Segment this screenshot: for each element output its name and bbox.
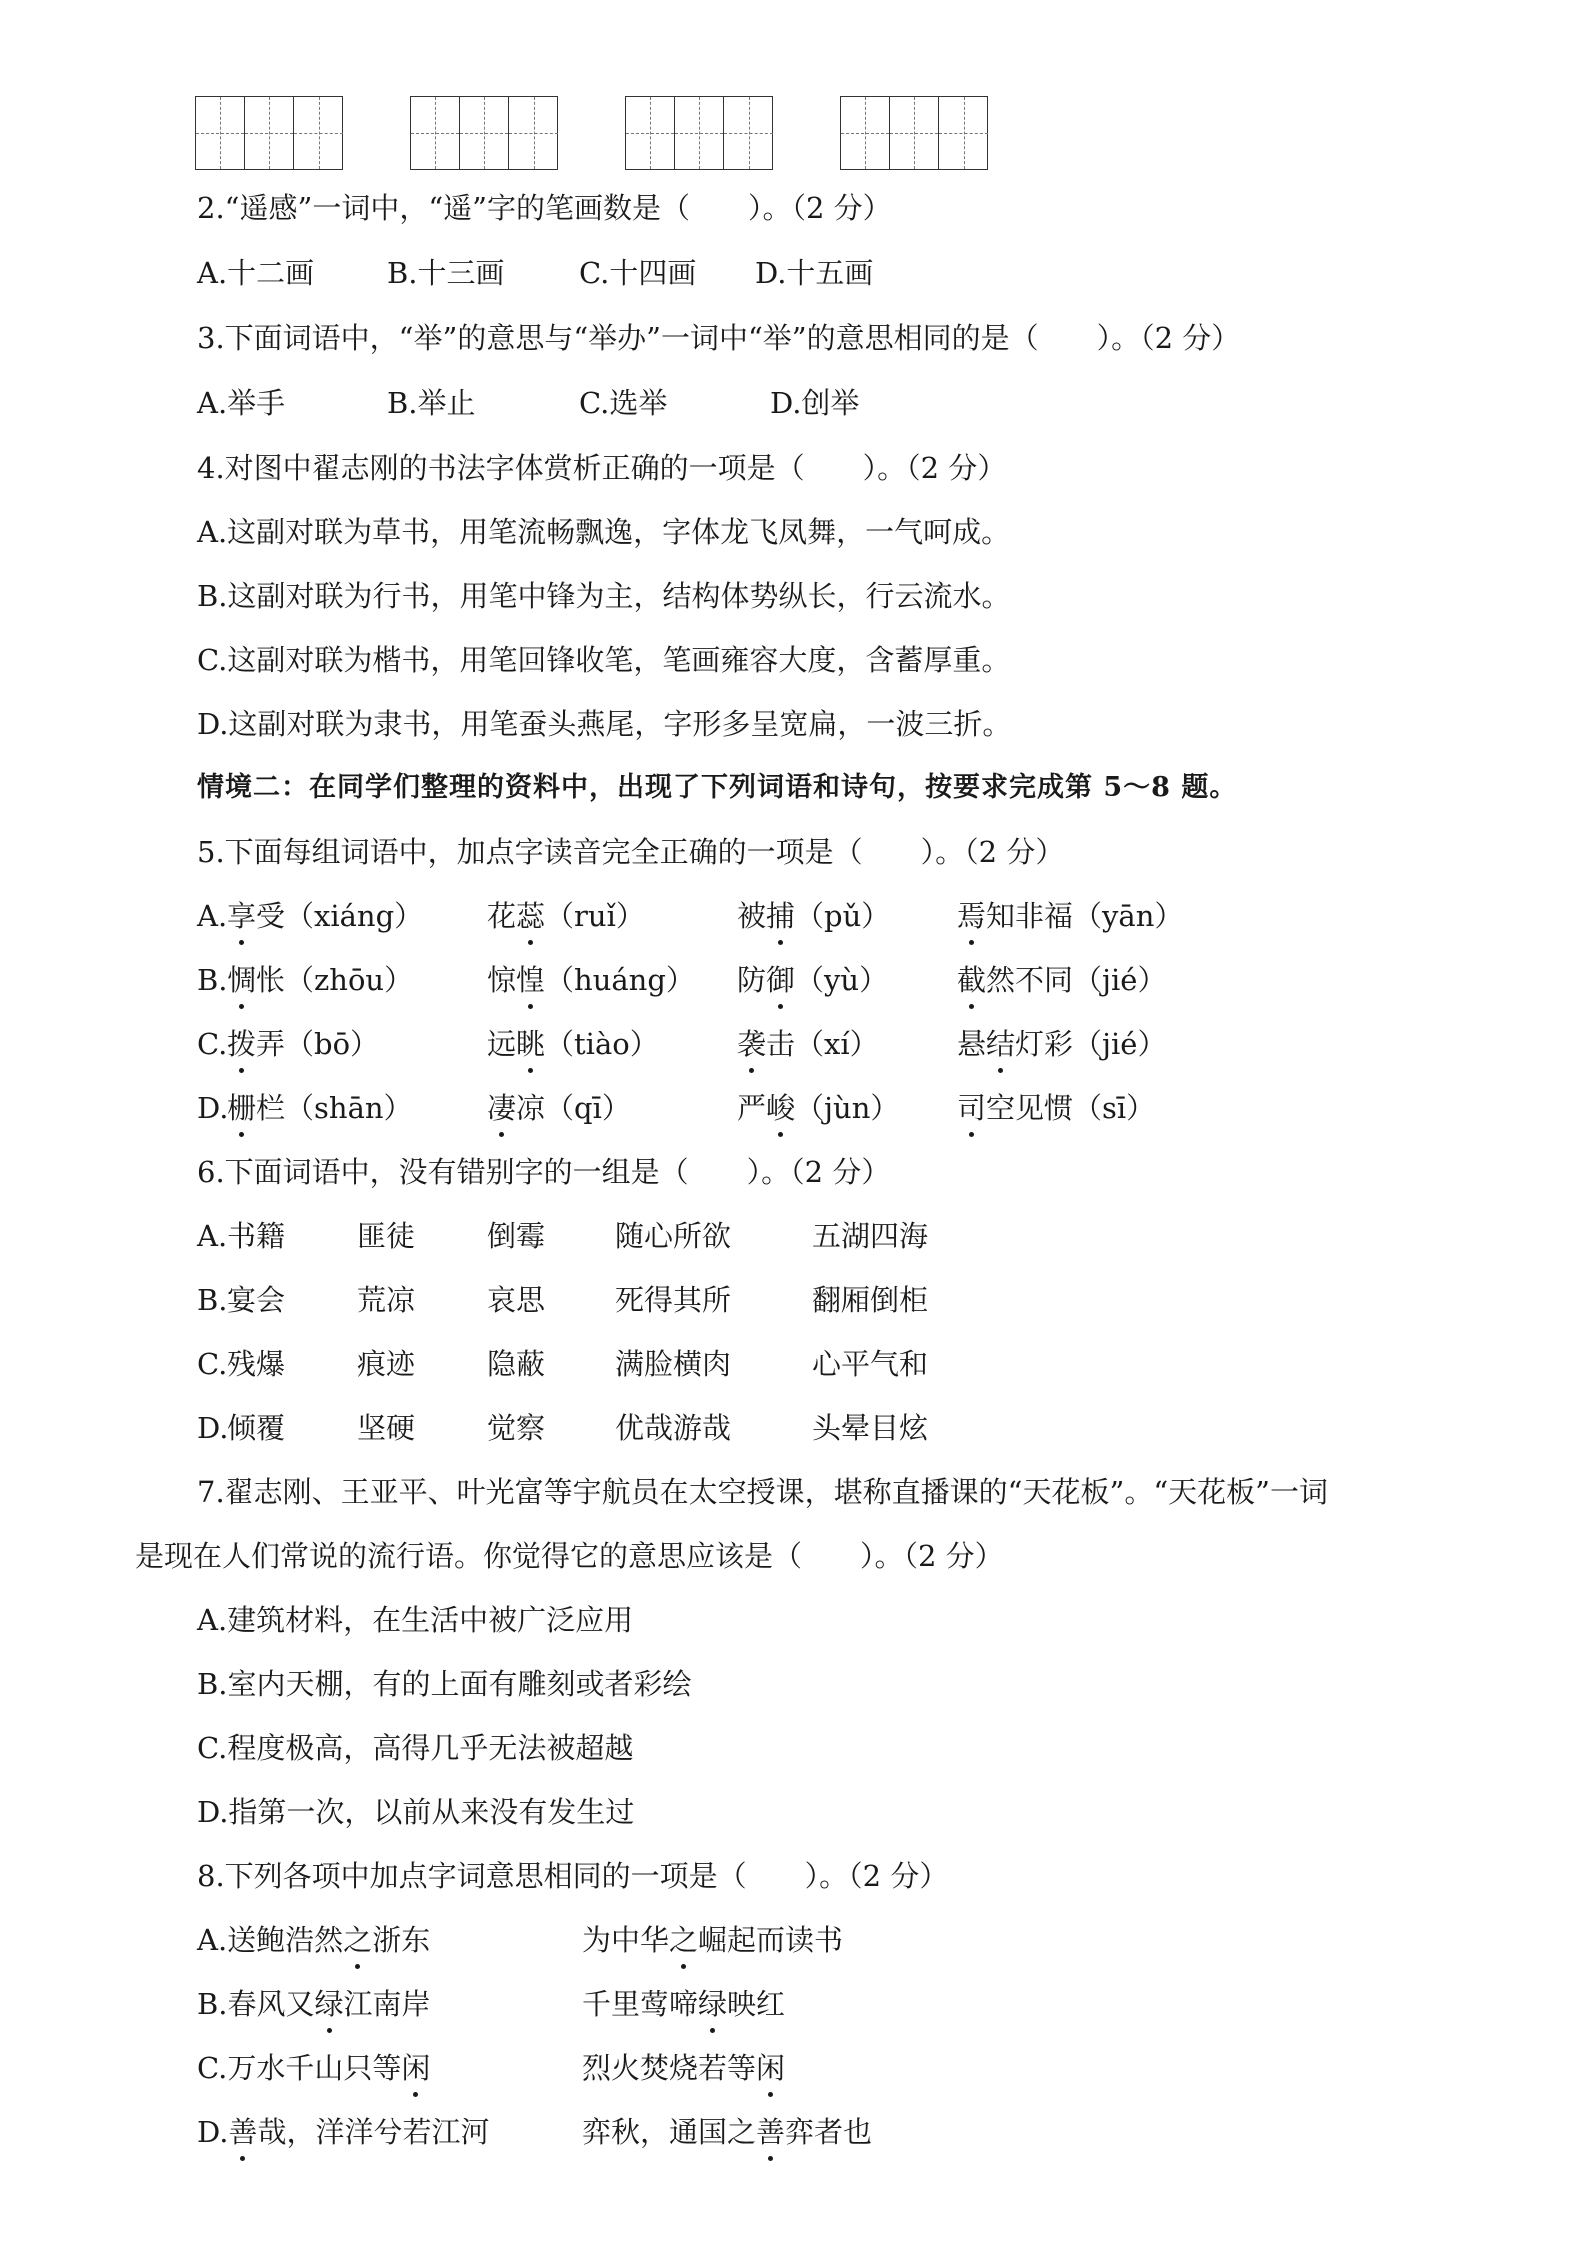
text-segment: 击（xí） <box>766 1027 879 1061</box>
emphasis-dot-char: 闲 <box>401 2048 430 2088</box>
option-c[interactable]: C.程度极高，高得几乎无法被超越 <box>197 1731 634 1765</box>
word-item: 坚硬 <box>357 1411 416 1445</box>
text-segment: （yù） <box>795 963 889 997</box>
text-segment: （ruǐ） <box>545 899 645 933</box>
word-item <box>737 896 890 936</box>
text-segment: （tiào） <box>545 1027 659 1061</box>
text-segment: 灯彩（jié） <box>1015 1027 1167 1061</box>
option-label: C. <box>197 1347 228 1381</box>
question-7-stem-line-1: 7.翟志刚、王亚平、叶光富等宇航员在太空授课，堪称直播课的“天花板”。“天花板”一词 <box>197 1475 1328 1509</box>
word-item: 隐蔽 <box>487 1347 546 1381</box>
word-item: 五湖四海 <box>812 1219 929 1253</box>
emphasis-dot-char: 闲 <box>756 2048 785 2088</box>
question-7-stem-line-2: 是现在人们常说的流行语。你觉得它的意思应该是（ ）。（2 分） <box>135 1539 1004 1573</box>
text-segment: 被 <box>737 899 767 933</box>
scenario-2-heading: 情境二：在同学们整理的资料中，出现了下列词语和诗句，按要求完成第 5～8 题。 <box>197 772 1238 803</box>
word-item: 头晕目炫 <box>812 1411 929 1445</box>
word-item <box>227 960 413 1000</box>
text-segment: A.送鲍浩然 <box>197 1923 344 1957</box>
word-item: 优哉游哉 <box>615 1411 732 1445</box>
word-item <box>487 896 645 936</box>
text-segment: 凉（qī） <box>516 1091 631 1125</box>
option-label: A. <box>197 899 228 933</box>
emphasis-dot-char: 司 <box>957 1088 986 1128</box>
option-a[interactable]: A.举手 <box>197 386 286 420</box>
text-segment: 栏（shān） <box>256 1091 413 1125</box>
word-item <box>487 1088 631 1128</box>
emphasis-dot-char: 眺 <box>516 1024 545 1064</box>
word-item <box>227 1088 413 1128</box>
question-8-stem: 8.下列各项中加点字词意思相同的一项是（ ）。（2 分） <box>197 1859 949 1893</box>
text-segment: 花 <box>487 899 517 933</box>
word-item: 随心所欲 <box>615 1219 732 1253</box>
word-item <box>487 960 695 1000</box>
word-item <box>737 1088 899 1128</box>
word-item <box>487 1024 659 1064</box>
emphasis-dot-char: 绿 <box>315 1984 344 2024</box>
word-item: 匪徒 <box>357 1219 416 1253</box>
text-segment: 烈火焚烧若等 <box>582 2051 757 2085</box>
text-segment: B.春风又 <box>197 1987 315 2021</box>
option-label: B. <box>197 1283 228 1317</box>
option-b[interactable]: B.这副对联为行书，用笔中锋为主，结构体势纵长，行云流水。 <box>197 579 1011 613</box>
sentence-right <box>582 1984 785 2024</box>
emphasis-dot-char: 焉 <box>957 896 986 936</box>
sentence-left <box>197 2112 489 2152</box>
text-segment: 知非福（yān） <box>986 899 1184 933</box>
sentence-right <box>582 2112 872 2152</box>
option-a[interactable]: A.这副对联为草书，用笔流畅飘逸，字体龙飞凤舞，一气呵成。 <box>197 515 1011 549</box>
emphasis-dot-char: 善 <box>756 2112 785 2152</box>
option-a[interactable]: A.建筑材料，在生活中被广泛应用 <box>197 1603 634 1637</box>
option-c[interactable]: C.十四画 <box>579 256 697 290</box>
option-label: D. <box>197 1411 229 1445</box>
text-segment: 千里莺啼 <box>582 1987 699 2021</box>
option-label: A. <box>197 1219 228 1253</box>
text-segment: 严 <box>737 1091 767 1125</box>
emphasis-dot-char: 善 <box>228 2112 257 2152</box>
word-item: 痕迹 <box>357 1347 416 1381</box>
text-segment: 然不同（jié） <box>986 963 1167 997</box>
text-segment: 浙东 <box>372 1923 431 1957</box>
text-segment: 受（xiáng） <box>256 899 424 933</box>
text-segment: 惊 <box>487 963 517 997</box>
word-item <box>957 1088 1155 1128</box>
text-segment: 空见惯（sī） <box>986 1091 1156 1125</box>
text-segment: 悬 <box>957 1027 987 1061</box>
option-label: D. <box>197 1091 229 1125</box>
writing-grid-box[interactable] <box>625 96 773 170</box>
option-d[interactable]: D.这副对联为隶书，用笔蚕头燕尾，字形多呈宽扁，一波三折。 <box>197 707 1012 741</box>
emphasis-dot-char: 享 <box>227 896 256 936</box>
word-item: 心平气和 <box>812 1347 929 1381</box>
word-item: 觉察 <box>487 1411 546 1445</box>
word-item: 书籍 <box>227 1219 286 1253</box>
option-d[interactable]: D.创举 <box>770 386 860 420</box>
emphasis-dot-char: 拨 <box>227 1024 256 1064</box>
emphasis-dot-char: 结 <box>986 1024 1015 1064</box>
emphasis-dot-char: 栅 <box>227 1088 256 1128</box>
option-d[interactable]: D.指第一次，以前从来没有发生过 <box>197 1795 635 1829</box>
emphasis-dot-char: 御 <box>766 960 795 1000</box>
word-item <box>957 960 1166 1000</box>
question-3-stem: 3.下面词语中，“举”的意思与“举办”一词中“举”的意思相同的是（ ）。（2 分） <box>197 321 1241 355</box>
word-item: 倾覆 <box>227 1411 286 1445</box>
option-a[interactable]: A.十二画 <box>197 256 315 290</box>
text-segment: 哉，洋洋兮若江河 <box>257 2115 490 2149</box>
option-label: B. <box>197 963 228 997</box>
text-segment: 弈者也 <box>785 2115 873 2149</box>
sentence-left <box>197 1984 431 2024</box>
sentence-left <box>197 2048 430 2088</box>
emphasis-dot-char: 绿 <box>698 1984 727 2024</box>
word-item: 宴会 <box>227 1283 286 1317</box>
text-segment: 为中华 <box>582 1923 670 1957</box>
word-item <box>227 1024 379 1064</box>
text-segment: （jùn） <box>795 1091 900 1125</box>
writing-grid-box[interactable] <box>840 96 988 170</box>
text-segment: 弈秋，通国之 <box>582 2115 757 2149</box>
emphasis-dot-char: 之 <box>343 1920 372 1960</box>
text-segment: 崛起而读书 <box>698 1923 844 1957</box>
text-segment: 远 <box>487 1027 517 1061</box>
text-segment: 怅（zhōu） <box>256 963 414 997</box>
word-item <box>737 1024 879 1064</box>
emphasis-dot-char: 捕 <box>766 896 795 936</box>
option-label: C. <box>197 1027 228 1061</box>
emphasis-dot-char: 惆 <box>227 960 256 1000</box>
word-item <box>227 896 423 936</box>
option-b[interactable]: B.十三画 <box>387 256 505 290</box>
question-5-stem: 5.下面每组词语中，加点字读音完全正确的一项是（ ）。（2 分） <box>197 835 1065 869</box>
sentence-right <box>582 1920 843 1960</box>
question-4-stem: 4.对图中翟志刚的书法字体赏析正确的一项是（ ）。（2 分） <box>197 451 1007 485</box>
word-item: 倒霉 <box>487 1219 546 1253</box>
emphasis-dot-char: 惶 <box>516 960 545 1000</box>
emphasis-dot-char: 蕊 <box>516 896 545 936</box>
option-b[interactable]: B.室内天棚，有的上面有雕刻或者彩绘 <box>197 1667 692 1701</box>
word-item: 死得其所 <box>615 1283 732 1317</box>
text-segment: 防 <box>737 963 767 997</box>
word-item: 荒凉 <box>357 1283 416 1317</box>
question-6-stem: 6.下面词语中，没有错别字的一组是（ ）。（2 分） <box>197 1155 891 1189</box>
text-segment: C.万水千山只等 <box>197 2051 402 2085</box>
option-b[interactable]: B.举止 <box>387 386 476 420</box>
question-2-stem: 2.“遥感”一词中，“遥”字的笔画数是（ ）。（2 分） <box>197 191 892 225</box>
emphasis-dot-char: 凄 <box>487 1088 516 1128</box>
word-item: 残爆 <box>227 1347 286 1381</box>
word-item: 满脸横肉 <box>615 1347 732 1381</box>
word-item <box>957 896 1183 936</box>
emphasis-dot-char: 峻 <box>766 1088 795 1128</box>
emphasis-dot-char: 截 <box>957 960 986 1000</box>
text-segment: 江南岸 <box>343 1987 431 2021</box>
option-c[interactable]: C.这副对联为楷书，用笔回锋收笔，笔画雍容大度，含蓄厚重。 <box>197 643 1011 677</box>
emphasis-dot-char: 之 <box>669 1920 698 1960</box>
emphasis-dot-char: 袭 <box>737 1024 766 1064</box>
text-segment: D. <box>197 2115 229 2149</box>
word-item: 哀思 <box>487 1283 546 1317</box>
writing-grid-box[interactable] <box>195 96 343 170</box>
option-d[interactable]: D.十五画 <box>755 256 874 290</box>
word-item <box>737 960 888 1000</box>
text-segment: 映红 <box>727 1987 786 2021</box>
option-c[interactable]: C.选举 <box>579 386 668 420</box>
text-segment: 弄（bō） <box>256 1027 380 1061</box>
sentence-left <box>197 1920 430 1960</box>
text-segment: （pǔ） <box>795 899 891 933</box>
text-segment: （huáng） <box>545 963 695 997</box>
writing-grid-box[interactable] <box>410 96 558 170</box>
word-item <box>957 1024 1166 1064</box>
word-item: 翻厢倒柜 <box>812 1283 929 1317</box>
sentence-right <box>582 2048 785 2088</box>
